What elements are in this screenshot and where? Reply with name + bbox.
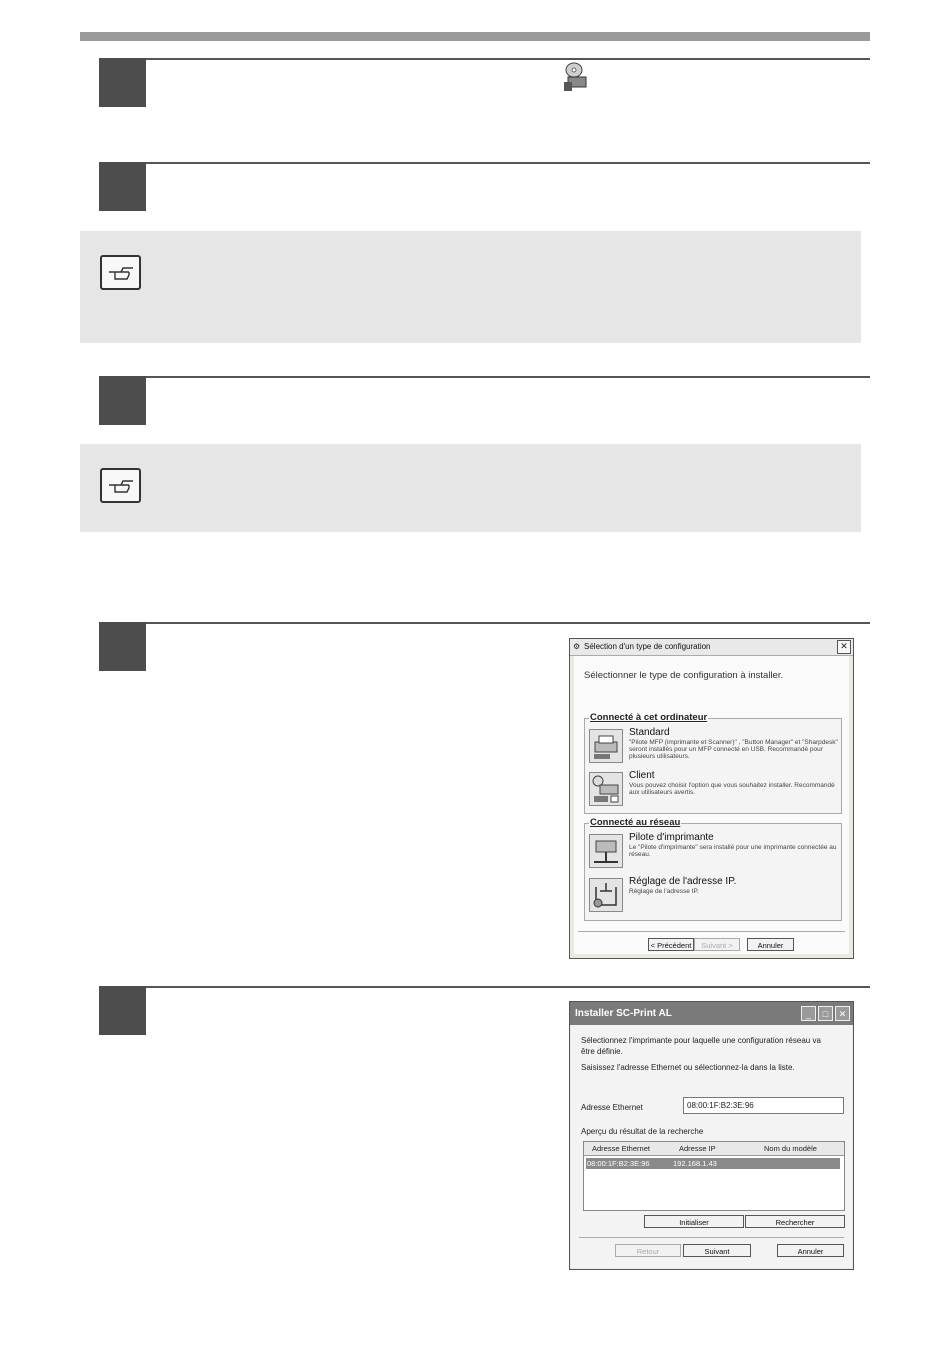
- printer-scanner-icon: [589, 729, 623, 763]
- note-panel-1: [80, 231, 861, 343]
- option-title: Réglage de l'adresse IP.: [629, 876, 737, 887]
- instruction-enter: Saisissez l'adresse Ethernet ou sélectionnez-la dans la liste.: [581, 1063, 795, 1072]
- network-printer-icon: [589, 834, 623, 868]
- divider: [579, 1237, 844, 1238]
- field-label: Adresse Ethernet: [581, 1103, 643, 1112]
- option-title: Client: [629, 770, 655, 781]
- divider: [578, 931, 845, 932]
- option-standard[interactable]: [589, 727, 837, 763]
- col-ethernet[interactable]: Adresse Ethernet: [592, 1144, 650, 1153]
- ip-address-icon: [589, 878, 623, 912]
- dialog-titlebar: [570, 639, 853, 656]
- close-icon[interactable]: ✕: [837, 640, 851, 654]
- header-bar: [80, 32, 870, 41]
- cell-ip: 192.168.1.43: [673, 1159, 717, 1168]
- step-number-box: [99, 162, 146, 211]
- client-install-icon: [589, 772, 623, 806]
- option-desc: Réglage de l'adresse IP.: [629, 888, 699, 895]
- col-model[interactable]: Nom du modèle: [764, 1144, 817, 1153]
- step-rule: [99, 58, 870, 60]
- back-button[interactable]: Retour: [615, 1244, 681, 1257]
- step-rule: [99, 376, 870, 378]
- search-results-list[interactable]: [583, 1141, 845, 1211]
- cancel-button[interactable]: Annuler: [747, 938, 794, 951]
- step-number-box: [99, 376, 146, 425]
- step-number-box: [99, 986, 146, 1035]
- option-ip-setting[interactable]: [589, 876, 837, 912]
- option-desc: Vous pouvez choisir l'option que vous souhaitez installer. Recommandé aux utilisateurs avertis.: [629, 782, 835, 796]
- step-rule: [99, 622, 870, 624]
- next-button[interactable]: Suivant: [683, 1244, 751, 1257]
- list-header: [584, 1142, 844, 1156]
- maximize-icon[interactable]: □: [818, 1006, 833, 1021]
- next-button[interactable]: Suivant >: [694, 938, 740, 951]
- dialog-title: Sélection d'un type de configuration: [584, 642, 711, 651]
- option-desc: "Pilote MFP (imprimante et Scanner)" , "Button Manager" et "Sharpdesk" seront installés pour un MFP connecté en USB. Recommandé pour plusieurs utilisateurs.: [629, 739, 838, 760]
- option-client[interactable]: [589, 770, 837, 806]
- close-icon[interactable]: ✕: [835, 1006, 850, 1021]
- group-network: [584, 817, 842, 921]
- step-rule: [99, 162, 870, 164]
- cell-ethernet: 08:00:1F:B2:3E:96: [587, 1159, 650, 1168]
- setup-icon: ⚙: [573, 642, 581, 651]
- dialog-titlebar: [570, 1002, 853, 1025]
- group-local: [584, 712, 842, 814]
- step-number-box: [99, 58, 146, 107]
- config-type-dialog: [569, 638, 854, 959]
- ethernet-address-input[interactable]: 08:00:1F:B2:3E:96: [683, 1097, 844, 1114]
- group-label: Connecté à cet ordinateur: [590, 712, 708, 723]
- list-item[interactable]: [586, 1158, 840, 1169]
- back-button[interactable]: < Précédent: [648, 938, 694, 951]
- pointing-hand-icon: [100, 468, 141, 503]
- col-ip[interactable]: Adresse IP: [679, 1144, 716, 1153]
- cancel-button[interactable]: Annuler: [777, 1244, 844, 1257]
- dialog-title: Installer SC-Print AL: [575, 1008, 672, 1019]
- preview-label: Aperçu du résultat de la recherche: [581, 1127, 704, 1136]
- dialog-content: [571, 1025, 852, 1268]
- instruction-select: Sélectionnez l'imprimante pour laquelle une configuration réseau va être définie.: [581, 1036, 821, 1056]
- install-sc-print-dialog: [569, 1001, 854, 1270]
- note-panel-2: [80, 444, 861, 532]
- group-label: Connecté au réseau: [590, 817, 681, 828]
- option-title: Pilote d'imprimante: [629, 832, 714, 843]
- step-number-box: [99, 622, 146, 671]
- dialog-content: [574, 656, 849, 954]
- initialize-button[interactable]: Initialiser: [644, 1215, 744, 1228]
- dialog-prompt: Sélectionner le type de configuration à installer.: [584, 670, 784, 681]
- search-button[interactable]: Rechercher: [745, 1215, 845, 1228]
- cd-setup-icon: [562, 62, 590, 97]
- minimize-icon[interactable]: _: [801, 1006, 816, 1021]
- option-printer-driver[interactable]: [589, 832, 837, 868]
- step-rule: [99, 986, 870, 988]
- pointing-hand-icon: [100, 255, 141, 290]
- option-desc: Le "Pilote d'imprimante" sera installé pour une imprimante connectée au réseau.: [629, 844, 837, 858]
- option-title: Standard: [629, 727, 670, 738]
